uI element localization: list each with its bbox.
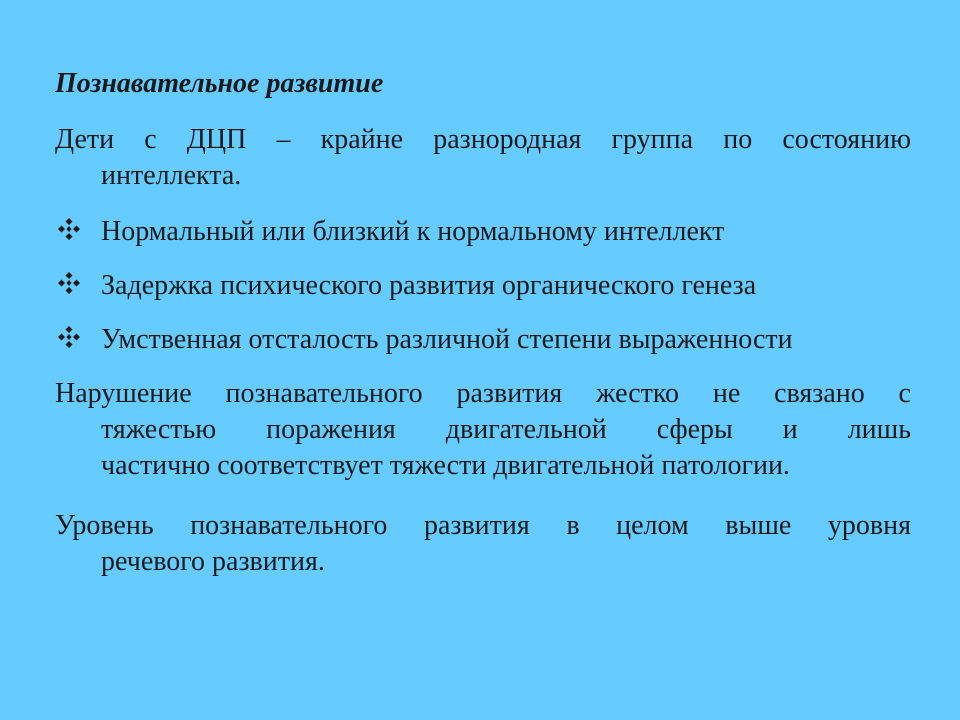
bullet-text: Нормальный или близкий к нормальному интеллект xyxy=(101,216,725,247)
paragraph-cognitive-speech xyxy=(55,508,911,580)
intro-paragraph xyxy=(55,122,911,194)
four-diamond-bullet-icon xyxy=(55,322,101,358)
slide-title: Познавательное развитие xyxy=(55,68,384,99)
para3-line-1: Уровень познавательного развития в целом выше уровня xyxy=(55,510,911,541)
intro-line-2: интеллекта. xyxy=(101,160,242,191)
para2-line-3: частично соответствует тяжести двигательной патологии. xyxy=(101,450,790,481)
four-diamond-bullet-icon xyxy=(55,214,101,250)
para2-line-1: Нарушение познавательного развития жестко не связано с xyxy=(55,378,911,409)
bullet-text: Задержка психического развития органического генеза xyxy=(101,270,757,301)
bullet-text: Умственная отсталость различной степени выраженности xyxy=(101,324,793,355)
para2-line-2: тяжестью поражения двигательной сферы и лишь xyxy=(101,414,911,445)
bullet-item xyxy=(55,214,915,250)
paragraph-cognitive-motor xyxy=(55,376,911,484)
intro-line-1: Дети с ДЦП – крайне разнородная группа по состоянию xyxy=(55,124,911,155)
bullet-item xyxy=(55,268,915,304)
para3-line-2: речевого развития. xyxy=(101,546,325,577)
bullet-item xyxy=(55,322,915,358)
four-diamond-bullet-icon xyxy=(55,268,101,304)
